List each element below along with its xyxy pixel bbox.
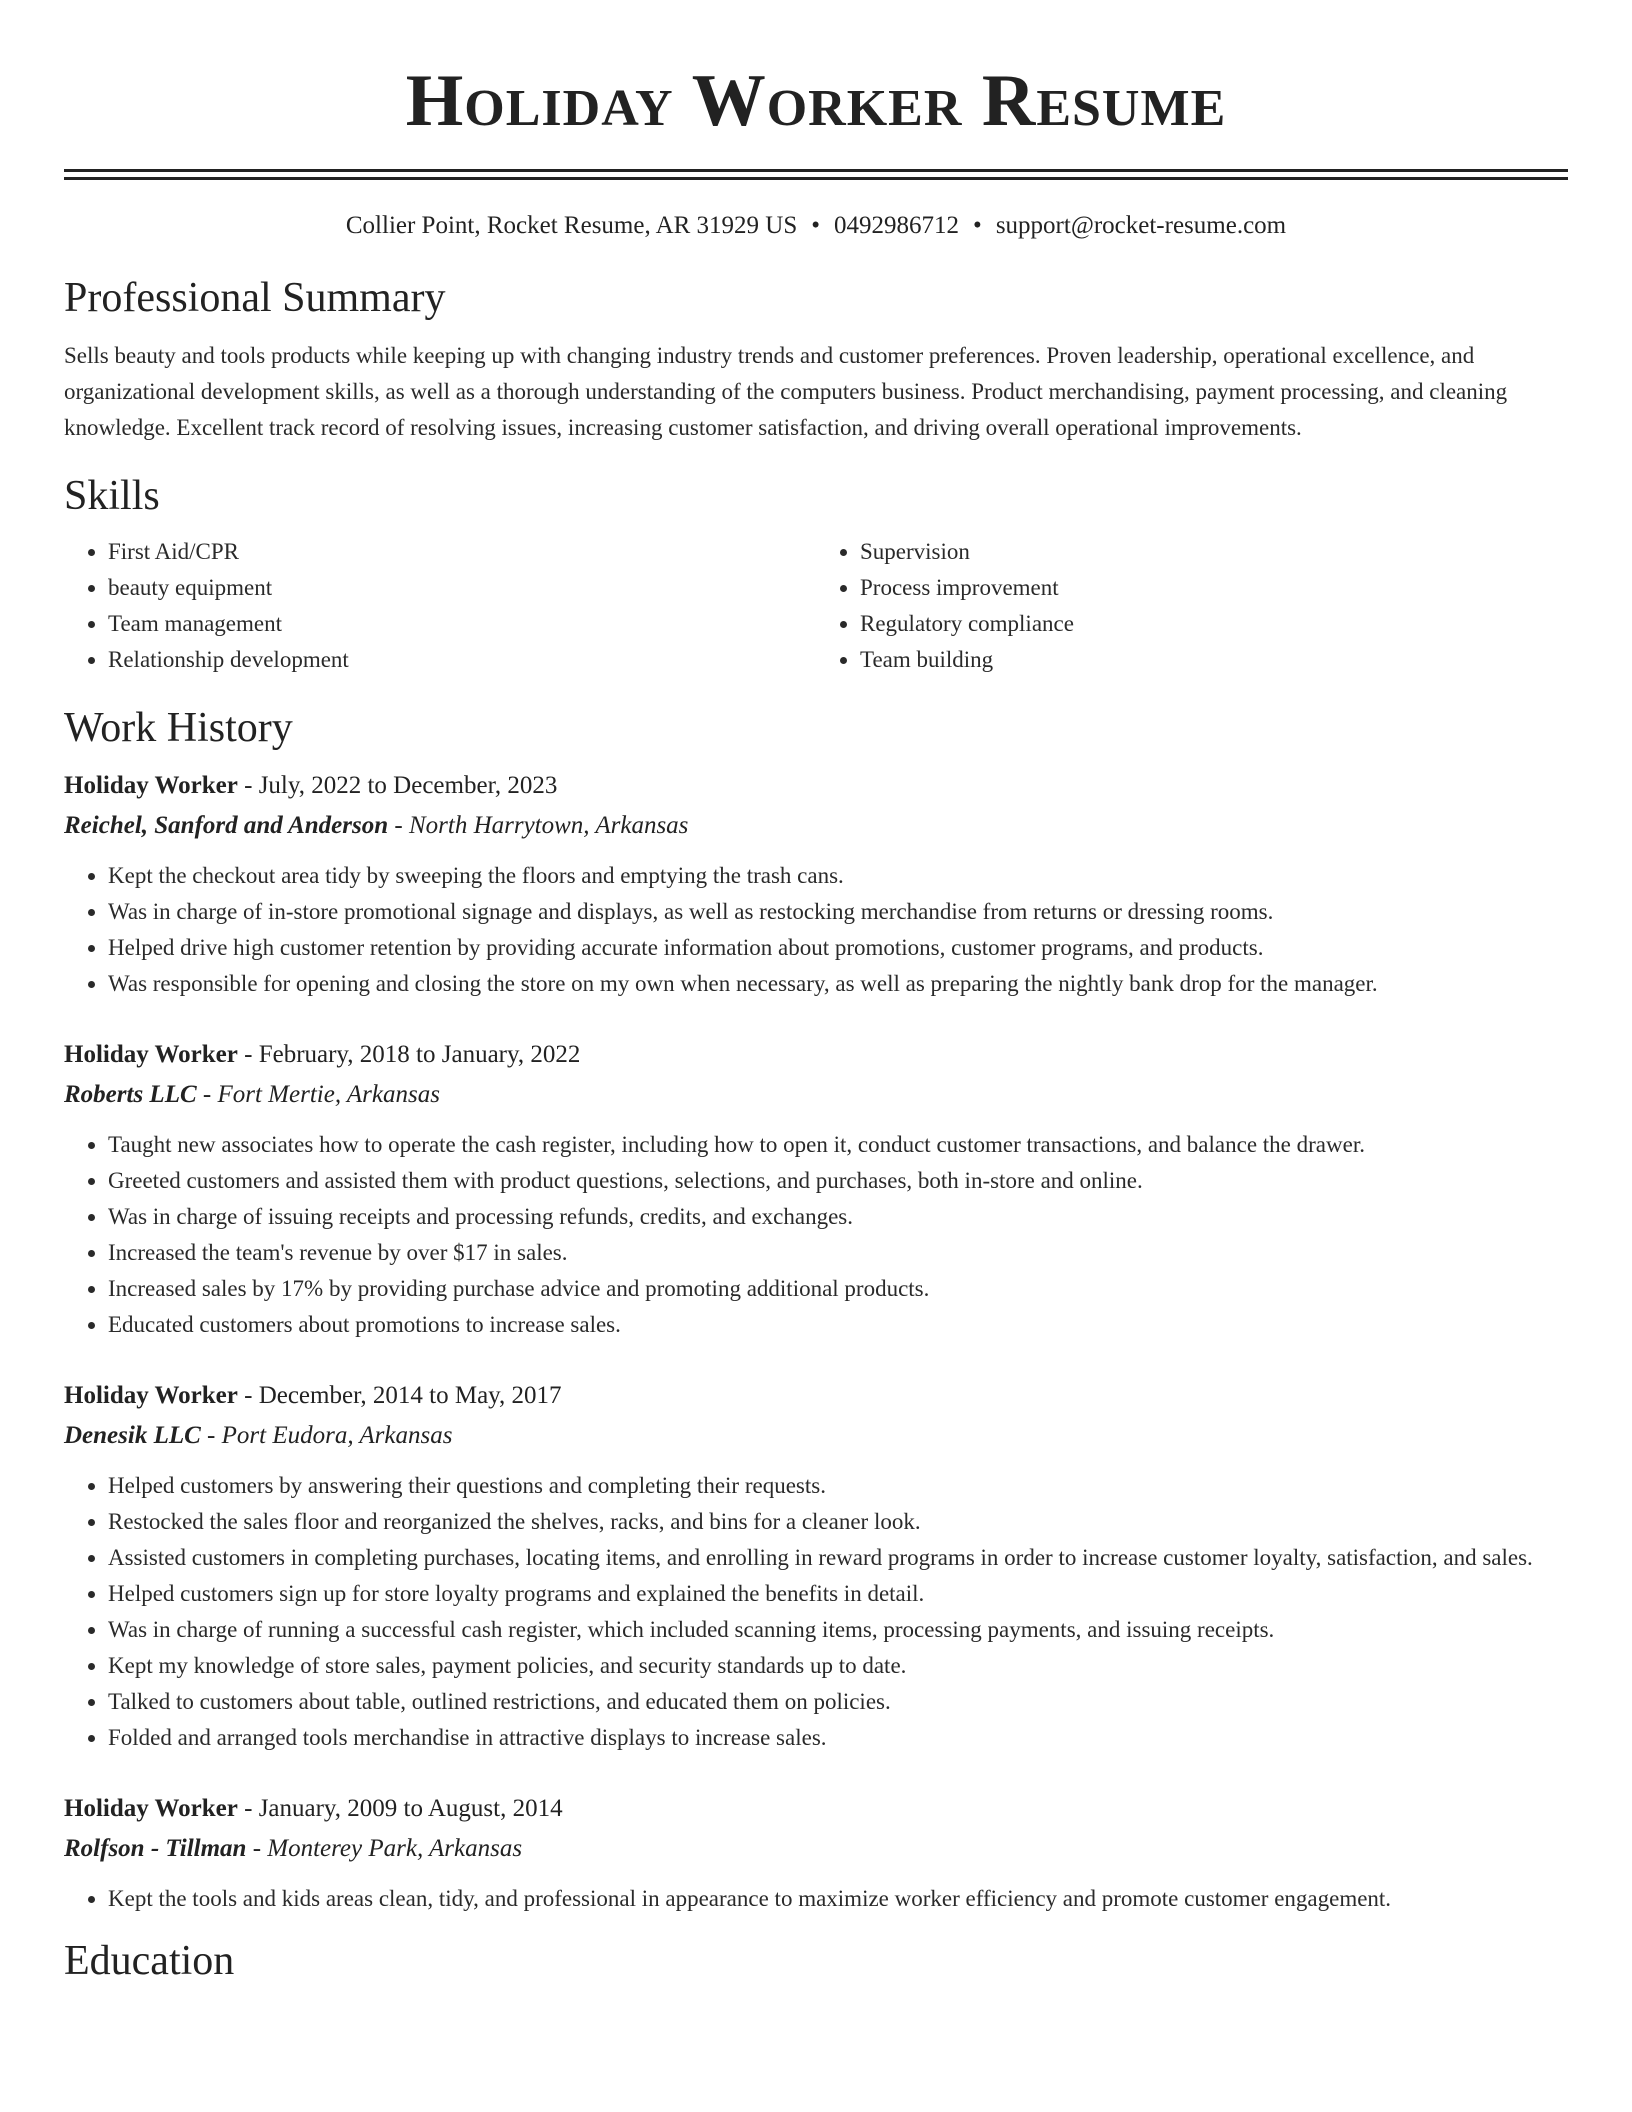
skill-item: • Team building (860, 642, 1568, 678)
job-bullet: • Increased the team's revenue by over $17 in sales. (108, 1235, 1568, 1271)
skill-item: • Supervision (860, 534, 1568, 570)
job-company-line: Roberts LLC - Fort Mertie, Arkansas (64, 1081, 440, 1108)
job-bullet: • Was in charge of issuing receipts and processing refunds, credits, and exchanges. (108, 1199, 1568, 1235)
skill-item: • Regulatory compliance (860, 606, 1568, 642)
summary-text: Sells beauty and tools products while keeping up with changing industry trends and customer preferences. Proven leadership, operational excellence, and organizational development skills, as well as a thorough understanding of the computers business. Product merchandising, payment processing, and cleaning knowledge. Excellent track record of resolving issues, increasing customer satisfaction, and driving overall operational improvements. (64, 343, 1508, 440)
job-location: Fort Mertie, Arkansas (217, 1081, 440, 1108)
job-title-line: Holiday Worker - December, 2014 to May, 2017 (64, 1382, 562, 1409)
job-company: Roberts LLC (64, 1081, 197, 1108)
summary-heading: Professional Summary (64, 275, 446, 321)
skill-item: • First Aid/CPR (108, 534, 816, 570)
job-location: North Harrytown, Arkansas (408, 812, 689, 839)
job-title-line: Holiday Worker - January, 2009 to August, 2014 (64, 1795, 563, 1822)
job-bullet: • Increased sales by 17% by providing purchase advice and promoting additional products. (108, 1271, 1568, 1307)
job-bullets (64, 1468, 1568, 1756)
education-heading: Education (64, 1938, 235, 1984)
resume-title: Holiday Worker Resume (405, 60, 1227, 142)
resume-page (64, 0, 1568, 1987)
job-company-line: Reichel, Sanford and Anderson - North Harrytown, Arkansas (64, 812, 689, 839)
job-dates: January, 2009 to August, 2014 (258, 1795, 563, 1822)
job-bullet: • Educated customers about promotions to increase sales. (108, 1307, 1568, 1343)
job-dates: February, 2018 to January, 2022 (258, 1041, 581, 1068)
job-bullet: • Taught new associates how to operate the cash register, including how to open it, conduct customer transactions, and balance the drawer. (108, 1127, 1568, 1163)
work-history-heading: Work History (64, 705, 293, 751)
job-title-line: Holiday Worker - February, 2018 to January, 2022 (64, 1041, 581, 1068)
contact-separator: • (811, 212, 821, 239)
job-title: Holiday Worker (64, 772, 238, 799)
job-location: Port Eudora, Arkansas (221, 1422, 453, 1449)
job-entry (64, 766, 1568, 1002)
job-bullets (64, 858, 1568, 1002)
job-dates: July, 2022 to December, 2023 (258, 772, 558, 799)
job-bullet: • Kept the tools and kids areas clean, tidy, and professional in appearance to maximize worker efficiency and promote customer engagement. (108, 1881, 1568, 1917)
job-company-line: Denesik LLC - Port Eudora, Arkansas (64, 1422, 453, 1449)
job-bullet: • Helped drive high customer retention by providing accurate information about promotions, customer programs, and products. (108, 930, 1568, 966)
job-entry (64, 1789, 1568, 1917)
contact-separator: • (973, 212, 982, 239)
job-bullets (64, 1881, 1568, 1917)
job-bullet: • Helped customers sign up for store loyalty programs and explained the benefits in detail. (108, 1576, 1568, 1612)
job-title: Holiday Worker (64, 1041, 238, 1068)
skills-columns (64, 534, 1568, 678)
contact-line (64, 210, 1568, 242)
skills-heading: Skills (64, 473, 160, 519)
job-bullet: • Greeted customers and assisted them with product questions, selections, and purchases, both in-store and online. (108, 1163, 1568, 1199)
contact-email: support@rocket-resume.com (995, 212, 1287, 239)
job-bullet: • Folded and arranged tools merchandise in attractive displays to increase sales. (108, 1720, 1568, 1756)
job-bullet: • Was in charge of in-store promotional signage and displays, as well as restocking merchandise from returns or dressing rooms. (108, 894, 1568, 930)
skill-item: • Relationship development (108, 642, 816, 678)
job-dates: December, 2014 to May, 2017 (258, 1382, 562, 1409)
job-bullet: • Restocked the sales floor and reorganized the shelves, racks, and bins for a cleaner look. (108, 1504, 1568, 1540)
title-double-rule (64, 169, 1568, 180)
job-company-line: Rolfson - Tillman - Monterey Park, Arkansas (64, 1835, 523, 1862)
job-company: Reichel, Sanford and Anderson (64, 812, 389, 839)
job-company: Rolfson - Tillman (64, 1835, 247, 1862)
job-bullets (64, 1127, 1568, 1343)
job-bullet: • Was in charge of running a successful cash register, which included scanning items, processing payments, and issuing receipts. (108, 1612, 1568, 1648)
job-entry (64, 1376, 1568, 1756)
job-title-line: Holiday Worker - July, 2022 to December, 2023 (64, 772, 558, 799)
job-bullet: • Helped customers by answering their questions and completing their requests. (108, 1468, 1568, 1504)
job-bullet: • Was responsible for opening and closing the store on my own when necessary, as well as preparing the nightly bank drop for the manager. (108, 966, 1568, 1002)
skill-item: • Team management (108, 606, 816, 642)
job-title: Holiday Worker (64, 1382, 238, 1409)
skill-item: • beauty equipment (108, 570, 816, 606)
skill-item: • Process improvement (860, 570, 1568, 606)
contact-phone: 0492986712 (834, 212, 960, 239)
job-bullet: • Assisted customers in completing purchases, locating items, and enrolling in reward programs in order to increase customer loyalty, satisfaction, and sales. (108, 1540, 1568, 1576)
skills-list-right (816, 534, 1568, 678)
job-bullet: • Talked to customers about table, outlined restrictions, and educated them on policies. (108, 1684, 1568, 1720)
job-bullet: • Kept my knowledge of store sales, payment policies, and security standards up to date. (108, 1648, 1568, 1684)
job-bullet: • Kept the checkout area tidy by sweeping the floors and emptying the trash cans. (108, 858, 1568, 894)
skills-list-left (64, 534, 816, 678)
job-location: Monterey Park, Arkansas (267, 1835, 523, 1862)
job-company: Denesik LLC (64, 1422, 201, 1449)
contact-address: Collier Point, Rocket Resume, AR 31929 US (345, 212, 798, 239)
job-entry (64, 1035, 1568, 1343)
job-title: Holiday Worker (64, 1795, 238, 1822)
